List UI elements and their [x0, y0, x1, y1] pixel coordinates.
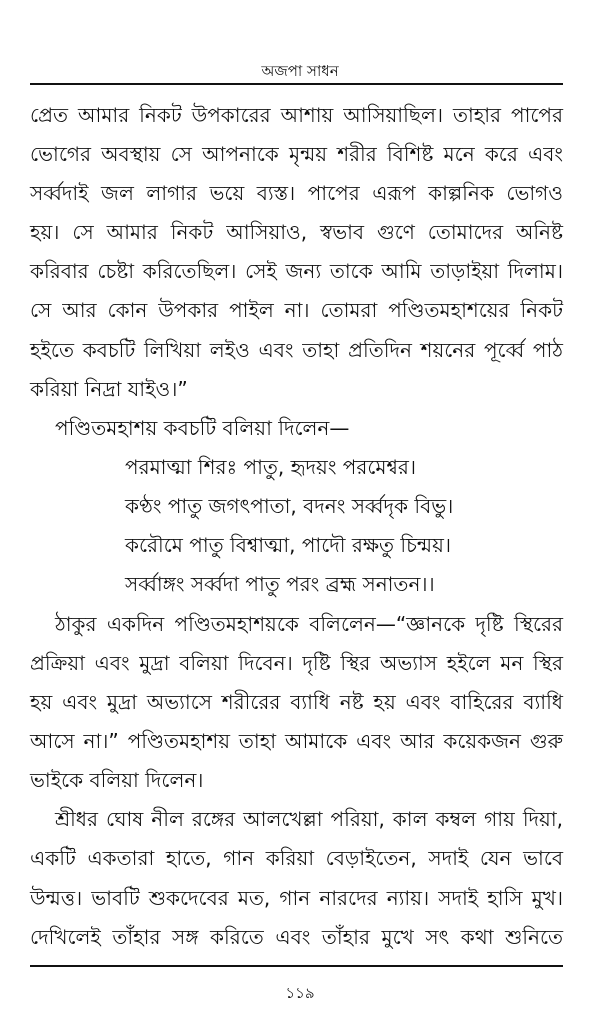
text-line: আসে না।” পণ্ডিতমহাশয় তাহা আমাকে এবং আর কয়েকজন গুরু — [30, 729, 563, 753]
text-line: হয়। সে আমার নিকট আসিয়াও, স্বভাব গুণে তোমাদের অনিষ্ট — [30, 220, 563, 244]
text-line: করিয়া নিদ্রা যাইও।” — [30, 377, 188, 401]
text-line: একটি একতারা হাতে, গান করিয়া বেড়াইতেন, সদাই যেন ভাবে — [30, 846, 563, 870]
text-line: সে আর কোন উপকার পাইল না। তোমরা পণ্ডিতমহাশয়ের নিকট — [30, 298, 563, 322]
text-line: ভাইকে বলিয়া দিলেন। — [30, 768, 204, 792]
verse-line: পরমাত্মা শিরঃ পাতু, হৃদয়ং পরমেশ্বর। — [125, 455, 417, 479]
footer-rule — [30, 965, 563, 967]
verse-line: সর্ব্বাঙ্গং সর্ব্বদা পাতু পরং ব্রহ্ম সনাতন।। — [125, 572, 435, 596]
text-line: দেখিলেই তাঁহার সঙ্গ করিতে এবং তাঁহার মুখে সৎ কথা শুনিতে — [30, 925, 563, 949]
text-line: হইতে কবচটি লিখিয়া লইও এবং তাহা প্রতিদিন শয়নের পূর্ব্বে পাঠ — [30, 338, 563, 362]
verse-line: কণ্ঠং পাতু জগৎপাতা, বদনং সর্ব্বদৃক বিভু। — [125, 494, 454, 518]
text-line: সর্ব্বদাই জল লাগার ভয়ে ব্যস্ত। পাপের এরূপ কাল্পনিক ভোগও — [30, 181, 563, 205]
text-line: ভোগের অবস্থায় সে আপনাকে মৃন্ময় শরীর বিশিষ্ট মনে করে এবং — [30, 142, 563, 166]
text-line: উন্মত্ত। ভাবটি শুকদেবের মত, গান নারদের ন্যায়। সদাই হাসি মুখ। — [30, 886, 563, 910]
text-line: পণ্ডিতমহাশয় কবচটি বলিয়া দিলেন— — [55, 416, 350, 440]
text-line: হয় এবং মুদ্রা অভ্যাসে শরীরের ব্যাধি নষ্ট হয় এবং বাহিরের ব্যাধি — [30, 690, 563, 714]
header-rule — [30, 83, 563, 85]
text-line: প্রক্রিয়া এবং মুদ্রা বলিয়া দিবেন। দৃষ্টি স্থির অভ্যাস হইলে মন স্থির — [30, 651, 563, 675]
running-header: অজপা সাধন — [261, 62, 339, 80]
page-number: ১১৯ — [285, 984, 315, 1002]
text-line: প্রেত আমার নিকট উপকারের আশায় আসিয়াছিল। তাহার পাপের — [30, 103, 563, 127]
text-line: শ্রীধর ঘোষ নীল রঙ্গের আলখেল্লা পরিয়া, কাল কম্বল গায় দিয়া, — [55, 807, 563, 831]
text-line: করিবার চেষ্টা করিতেছিল। সেই জন্য তাকে আমি তাড়াইয়া দিলাম। — [30, 259, 563, 283]
verse-line: করৌমে পাতু বিশ্বাত্মা, পাদৌ রক্ষতু চিন্ময়। — [125, 533, 451, 557]
text-line: ঠাকুর একদিন পণ্ডিতমহাশয়কে বলিলেন—“জ্ঞানকে দৃষ্টি স্থিরের — [55, 612, 563, 636]
